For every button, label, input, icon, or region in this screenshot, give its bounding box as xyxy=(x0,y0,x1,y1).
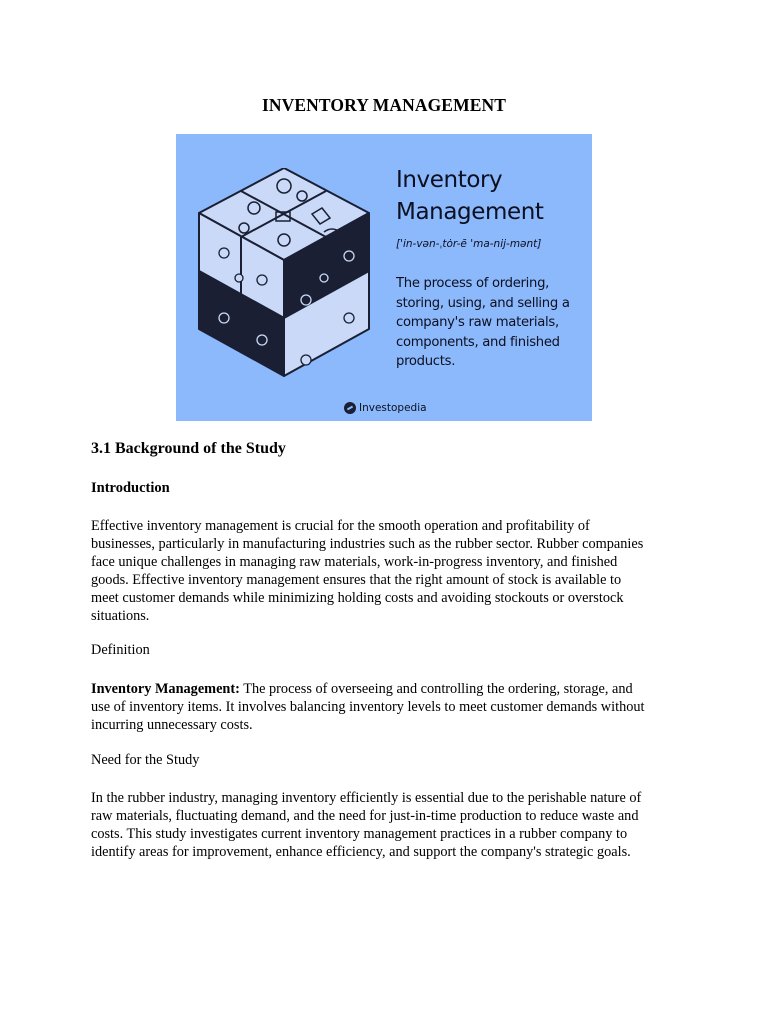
need-for-study-label: Need for the Study xyxy=(91,752,200,768)
banner-description xyxy=(396,274,592,372)
banner-heading-line: Management xyxy=(396,199,544,225)
introduction-paragraph xyxy=(91,517,691,625)
paragraph-line: incurring unnecessary costs. xyxy=(91,717,253,733)
paragraph-line: Effective inventory management is crucial for the smooth operation and profitability of xyxy=(91,518,590,534)
inventory-banner-image xyxy=(176,134,592,421)
introduction-heading: Introduction xyxy=(91,480,170,496)
banner-description-line: components, and finished xyxy=(396,334,560,350)
section-heading: 3.1 Background of the Study xyxy=(91,440,286,457)
paragraph-line: In the rubber industry, managing inventory efficiently is essential due to the perishable nature of xyxy=(91,790,642,806)
banner-heading-line: Inventory xyxy=(396,167,503,193)
paragraph-line: identify areas for improvement, enhance efficiency, and support the company's strategic goals. xyxy=(91,844,631,860)
paragraph-line: costs. This study investigates current inventory management practices in a rubber company to xyxy=(91,826,628,842)
paragraph-line: meet customer demands while minimizing holding costs and avoiding stockouts or overstock xyxy=(91,590,624,606)
paragraph-line: goods. Effective inventory management ensures that the right amount of stock is available to xyxy=(91,572,622,588)
brand-name: Investopedia xyxy=(359,402,427,414)
definition-paragraph xyxy=(91,680,691,734)
paragraph-line: use of inventory items. It involves balancing inventory levels to meet customer demands without xyxy=(91,699,645,715)
paragraph-line: situations. xyxy=(91,608,150,624)
paragraph-line: face unique challenges in managing raw materials, work-in-progress inventory, and finished xyxy=(91,554,618,570)
banner-description-line: storing, using, and selling a xyxy=(396,295,570,311)
paragraph-line: businesses, particularly in manufacturing industries such as the rubber sector. Rubber companies xyxy=(91,536,644,552)
definition-term: Inventory Management: xyxy=(91,681,240,697)
banner-heading xyxy=(396,164,544,228)
document-title: INVENTORY MANAGEMENT xyxy=(262,95,506,115)
banner-description-line: company's raw materials, xyxy=(396,315,559,331)
need-for-study-paragraph xyxy=(91,789,691,861)
paragraph-line: raw materials, fluctuating demand, and the need for just-in-time production to reduce waste and xyxy=(91,808,639,824)
definition-label: Definition xyxy=(91,642,150,658)
banner-description-line: products. xyxy=(396,354,456,370)
banner-description-line: The process of ordering, xyxy=(396,276,550,291)
paragraph-line xyxy=(91,680,691,698)
inventory-cube-icon xyxy=(184,168,384,388)
investopedia-logo-icon xyxy=(344,402,356,414)
brand-logo xyxy=(344,402,427,414)
definition-text: The process of overseeing and controlling the ordering, storage, and xyxy=(239,681,633,697)
banner-pronunciation: ['in-vən-ˌtȯr-ē 'ma-nij-mənt] xyxy=(396,238,542,250)
